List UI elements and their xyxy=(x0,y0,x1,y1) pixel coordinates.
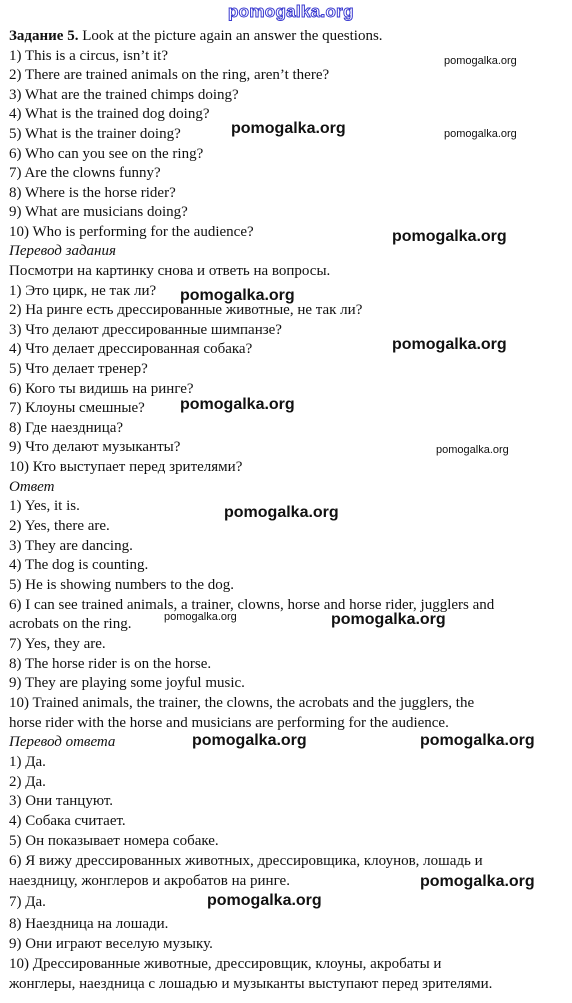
task-instruction: Look at the picture again an answer the questions. xyxy=(78,28,383,44)
answer-ru-2: 2) Да. xyxy=(9,774,46,790)
watermark: pomogalka.org xyxy=(192,732,307,749)
question-ru-5: 5) Что делает тренер? xyxy=(9,361,148,377)
answer-ru-3: 3) Они танцуют. xyxy=(9,793,114,809)
answer-en-10: 10) Trained animals, the trainer, the clowns, the acrobats and the jugglers, the xyxy=(9,695,475,711)
watermark: pomogalka.org xyxy=(420,873,535,890)
answer-ru-5: 5) Он показывает номера собаке. xyxy=(9,833,219,849)
watermark: pomogalka.org xyxy=(224,504,339,521)
answer-ru-6: 6) Я вижу дрессированных животных, дрессировщика, клоунов, лошадь и xyxy=(9,853,483,869)
answer-ru-10: 10) Дрессированные животные, дрессировщик, клоуны, акробаты и xyxy=(9,956,442,972)
watermark: pomogalka.org xyxy=(164,611,237,623)
question-en-2: 2) There are trained animals on the ring, aren’t there? xyxy=(9,67,330,83)
answer-en-5: 5) He is showing numbers to the dog. xyxy=(9,577,234,593)
translation-instruction: Посмотри на картинку снова и ответь на вопросы. xyxy=(9,263,331,279)
watermark: pomogalka.org xyxy=(207,892,322,909)
question-en-10: 10) Who is performing for the audience? xyxy=(9,224,254,240)
watermark: pomogalka.org xyxy=(436,444,509,456)
watermark: pomogalka.org xyxy=(392,228,507,245)
answer-ru-9: 9) Они играют веселую музыку. xyxy=(9,936,213,952)
answer-ru-7: 7) Да. xyxy=(9,894,46,910)
question-ru-7: 7) Клоуны смешные? xyxy=(9,400,145,416)
answer-ru-1: 1) Да. xyxy=(9,754,46,770)
answer-en-2: 2) Yes, there are. xyxy=(9,518,110,534)
question-en-1: 1) This is a circus, isn’t it? xyxy=(9,48,169,64)
answer-en-6: 6) I can see trained animals, a trainer, clowns, horse and horse rider, jugglers and xyxy=(9,597,495,613)
watermark: pomogalka.org xyxy=(180,396,295,413)
question-en-5: 5) What is the trainer doing? xyxy=(9,126,181,142)
answer-en-3: 3) They are dancing. xyxy=(9,538,133,554)
watermark: pomogalka.org xyxy=(444,55,517,67)
question-ru-1: 1) Это цирк, не так ли? xyxy=(9,283,157,299)
question-en-6: 6) Who can you see on the ring? xyxy=(9,146,204,162)
answer-ru-6-cont: наездницу, жонглеров и акробатов на ринге. xyxy=(9,873,290,889)
question-en-3: 3) What are the trained chimps doing? xyxy=(9,87,239,103)
question-en-4: 4) What is the trained dog doing? xyxy=(9,106,210,122)
task-label: Задание 5. xyxy=(9,28,79,44)
question-ru-9: 9) Что делают музыканты? xyxy=(9,439,181,455)
question-en-9: 9) What are musicians doing? xyxy=(9,204,188,220)
question-ru-6: 6) Кого ты видишь на ринге? xyxy=(9,381,194,397)
answer-en-10-cont: horse rider with the horse and musicians are performing for the audience. xyxy=(9,715,449,731)
answer-en-4: 4) The dog is counting. xyxy=(9,557,149,573)
answer-ru-10-cont: жонглеры, наездница с лошадью и музыканты выступают перед зрителями. xyxy=(9,976,493,992)
answer-heading: Ответ xyxy=(9,479,55,495)
watermark: pomogalka.org xyxy=(420,732,535,749)
question-ru-4: 4) Что делает дрессированная собака? xyxy=(9,341,253,357)
answer-translation-heading: Перевод ответа xyxy=(9,734,116,750)
question-ru-8: 8) Где наездница? xyxy=(9,420,124,436)
answer-en-8: 8) The horse rider is on the horse. xyxy=(9,656,212,672)
question-ru-2: 2) На ринге есть дрессированные животные, не так ли? xyxy=(9,302,363,318)
question-ru-10: 10) Кто выступает перед зрителями? xyxy=(9,459,243,475)
answer-en-6-cont: acrobats on the ring. xyxy=(9,616,132,632)
answer-en-9: 9) They are playing some joyful music. xyxy=(9,675,245,691)
watermark: pomogalka.org xyxy=(231,120,346,137)
question-ru-3: 3) Что делают дрессированные шимпанзе? xyxy=(9,322,282,338)
question-en-8: 8) Where is the horse rider? xyxy=(9,185,176,201)
task-heading xyxy=(9,27,383,46)
watermark: pomogalka.org xyxy=(392,336,507,353)
answer-ru-4: 4) Собака считает. xyxy=(9,813,126,829)
translation-heading: Перевод задания xyxy=(9,243,116,259)
watermark: pomogalka.org xyxy=(180,287,295,304)
watermark: pomogalka.org xyxy=(444,128,517,140)
answer-en-7: 7) Yes, they are. xyxy=(9,636,106,652)
answer-en-1: 1) Yes, it is. xyxy=(9,498,80,514)
watermark: pomogalka.org xyxy=(331,611,446,628)
question-en-7: 7) Are the clowns funny? xyxy=(9,165,161,181)
watermark-top: pomogalka.org xyxy=(228,2,354,21)
answer-ru-8: 8) Наездница на лошади. xyxy=(9,916,169,932)
